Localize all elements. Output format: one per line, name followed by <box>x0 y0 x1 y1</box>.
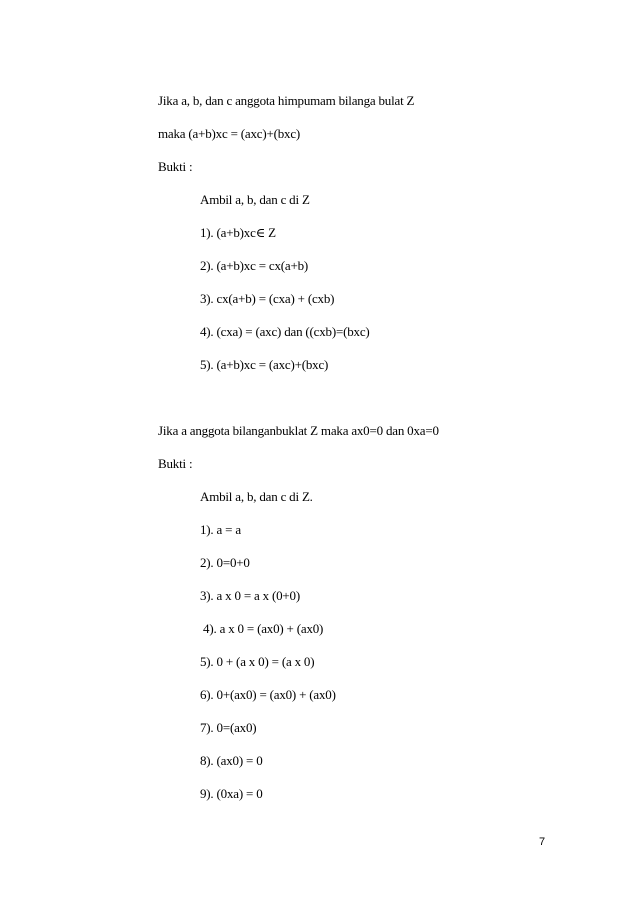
theorem2-step-7: 7). 0=(ax0) <box>200 720 257 735</box>
theorem2-step-2: 2). 0=0+0 <box>200 555 250 570</box>
theorem1-step-2: 2). (a+b)xc = cx(a+b) <box>200 258 309 273</box>
page-number: 7 <box>539 836 546 848</box>
theorem1-step-1: 1). (a+b)xc∈ Z <box>200 225 276 240</box>
theorem2-statement: Jika a anggota bilanganbuklat Z maka ax0=0 dan 0xa=0 <box>158 423 439 438</box>
theorem1-statement-line1: Jika a, b, dan c anggota himpumam bilanga bulat Z <box>158 93 415 108</box>
theorem2-step-1: 1). a = a <box>200 522 241 537</box>
theorem1-proof-label: Bukti : <box>158 159 193 174</box>
theorem1-step-4: 4). (cxa) = (axc) dan ((cxb)=(bxc) <box>200 324 370 339</box>
theorem2-step-4: 4). a x 0 = (ax0) + (ax0) <box>200 621 324 636</box>
theorem1-take-line: Ambil a, b, dan c di Z <box>200 192 310 207</box>
theorem1-step-5: 5). (a+b)xc = (axc)+(bxc) <box>200 357 329 372</box>
theorem2-proof-label: Bukti : <box>158 456 193 471</box>
theorem2-step-9: 9). (0xa) = 0 <box>200 786 263 801</box>
theorem2-step-6: 6). 0+(ax0) = (ax0) + (ax0) <box>200 687 336 702</box>
theorem2-step-8: 8). (ax0) = 0 <box>200 753 263 768</box>
theorem1-step-3: 3). cx(a+b) = (cxa) + (cxb) <box>200 291 335 306</box>
theorem1-statement-line2: maka (a+b)xc = (axc)+(bxc) <box>158 126 301 141</box>
theorem2-step-5: 5). 0 + (a x 0) = (a x 0) <box>200 654 315 669</box>
theorem2-step-3: 3). a x 0 = a x (0+0) <box>200 588 300 603</box>
theorem2-take-line: Ambil a, b, dan c di Z. <box>200 489 313 504</box>
